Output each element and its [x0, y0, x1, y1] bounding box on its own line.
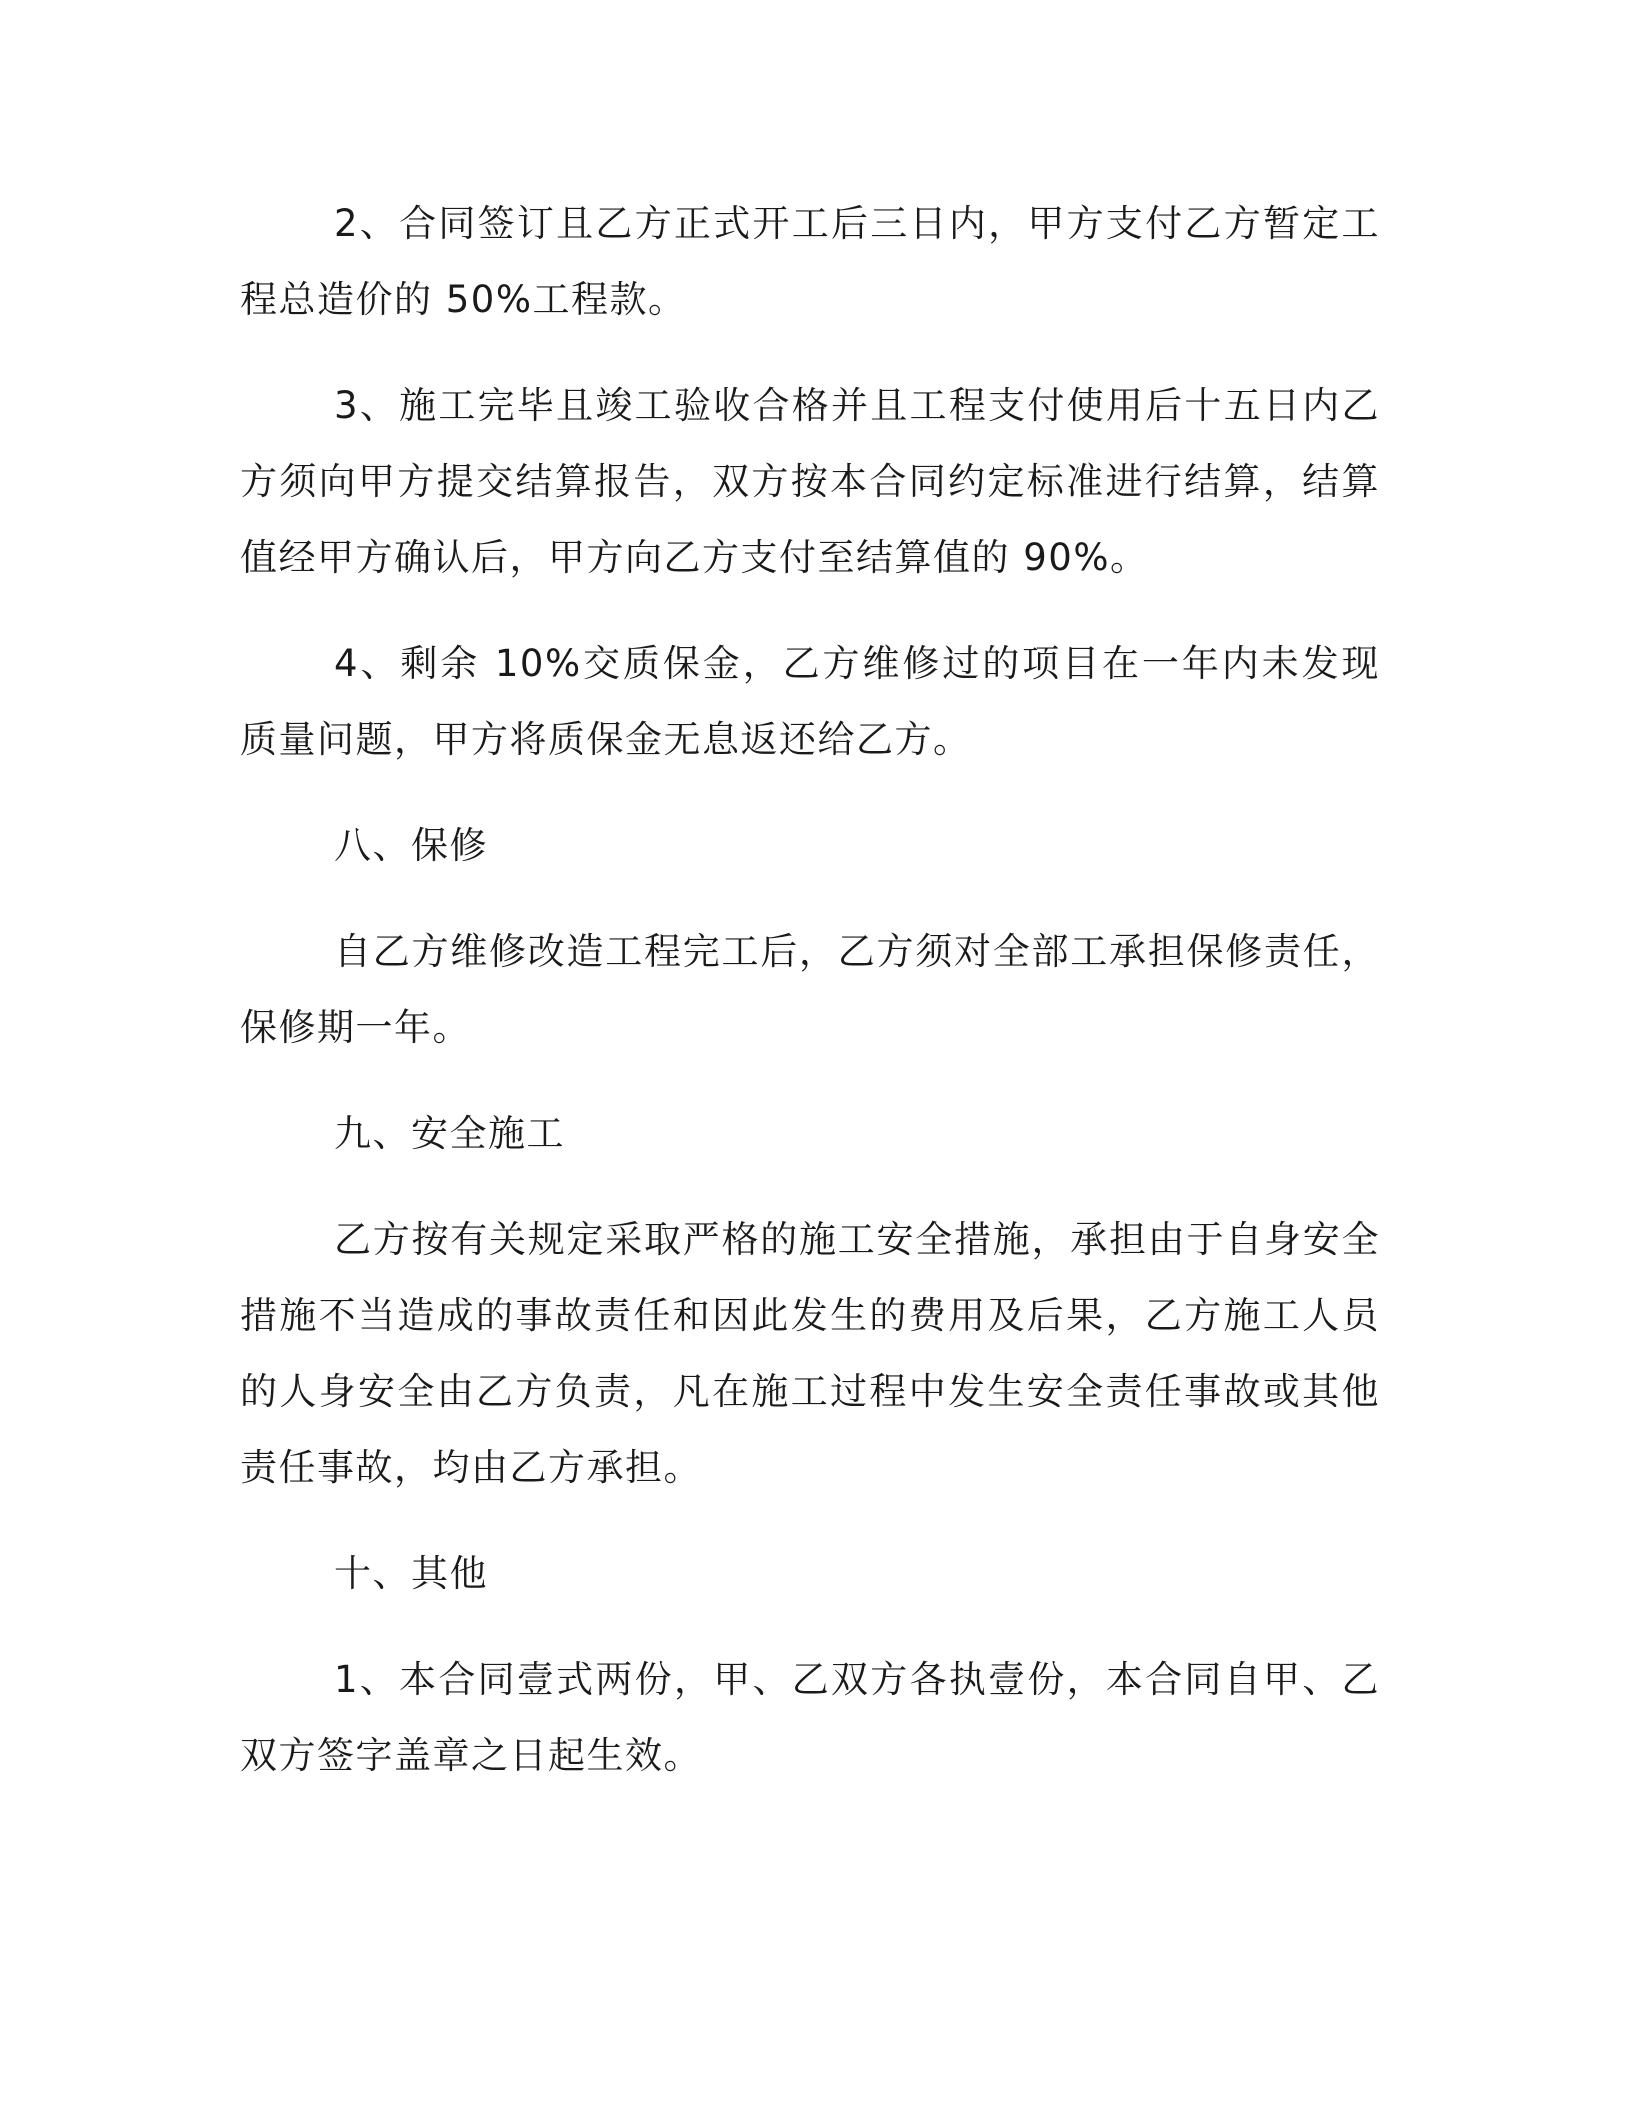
warranty-paragraph: 自乙方维修改造工程完工后，乙方须对全部工承担保修责任，保修期一年。: [240, 930, 1380, 1049]
section-heading-warranty: 八、保修: [334, 824, 488, 867]
section-heading-other: 十、其他: [334, 1552, 488, 1595]
clause-payment-3: 3、施工完毕且竣工验收合格并且工程支付使用后十五日内乙方须向甲方提交结算报告，双方按本合同约定标准进行结算，结算值经甲方确认后，甲方向乙方支付至结算值的 90%。: [240, 384, 1380, 579]
other-clause-1: 1、本合同壹式两份，甲、乙双方各执壹份，本合同自甲、乙双方签字盖章之日起生效。: [240, 1658, 1380, 1777]
paragraph-gap: [240, 338, 1380, 368]
section-heading-safety: 九、安全施工: [334, 1112, 565, 1155]
paragraph-gap: [240, 1506, 1380, 1536]
paragraph-gap: [240, 778, 1380, 808]
clause-payment-4: 4、剩余 10%交质保金，乙方维修过的项目在一年内未发现质量问题，甲方将质保金无息返还给乙方。: [240, 642, 1380, 761]
document-body: [240, 186, 1380, 1794]
safety-paragraph: 乙方按有关规定采取严格的施工安全措施，承担由于自身安全措施不当造成的事故责任和因此发生的费用及后果，乙方施工人员的人身安全由乙方负责，凡在施工过程中发生安全责任事故或其他责任事故，均由乙方承担。: [240, 1218, 1380, 1489]
paragraph-gap: [240, 1066, 1380, 1096]
paragraph-gap: [240, 884, 1380, 914]
paragraph-gap: [240, 1172, 1380, 1202]
paragraph-gap: [240, 596, 1380, 626]
clause-payment-2: 2、合同签订且乙方正式开工后三日内，甲方支付乙方暂定工程总造价的 50%工程款。: [240, 202, 1380, 321]
paragraph-gap: [240, 1612, 1380, 1642]
